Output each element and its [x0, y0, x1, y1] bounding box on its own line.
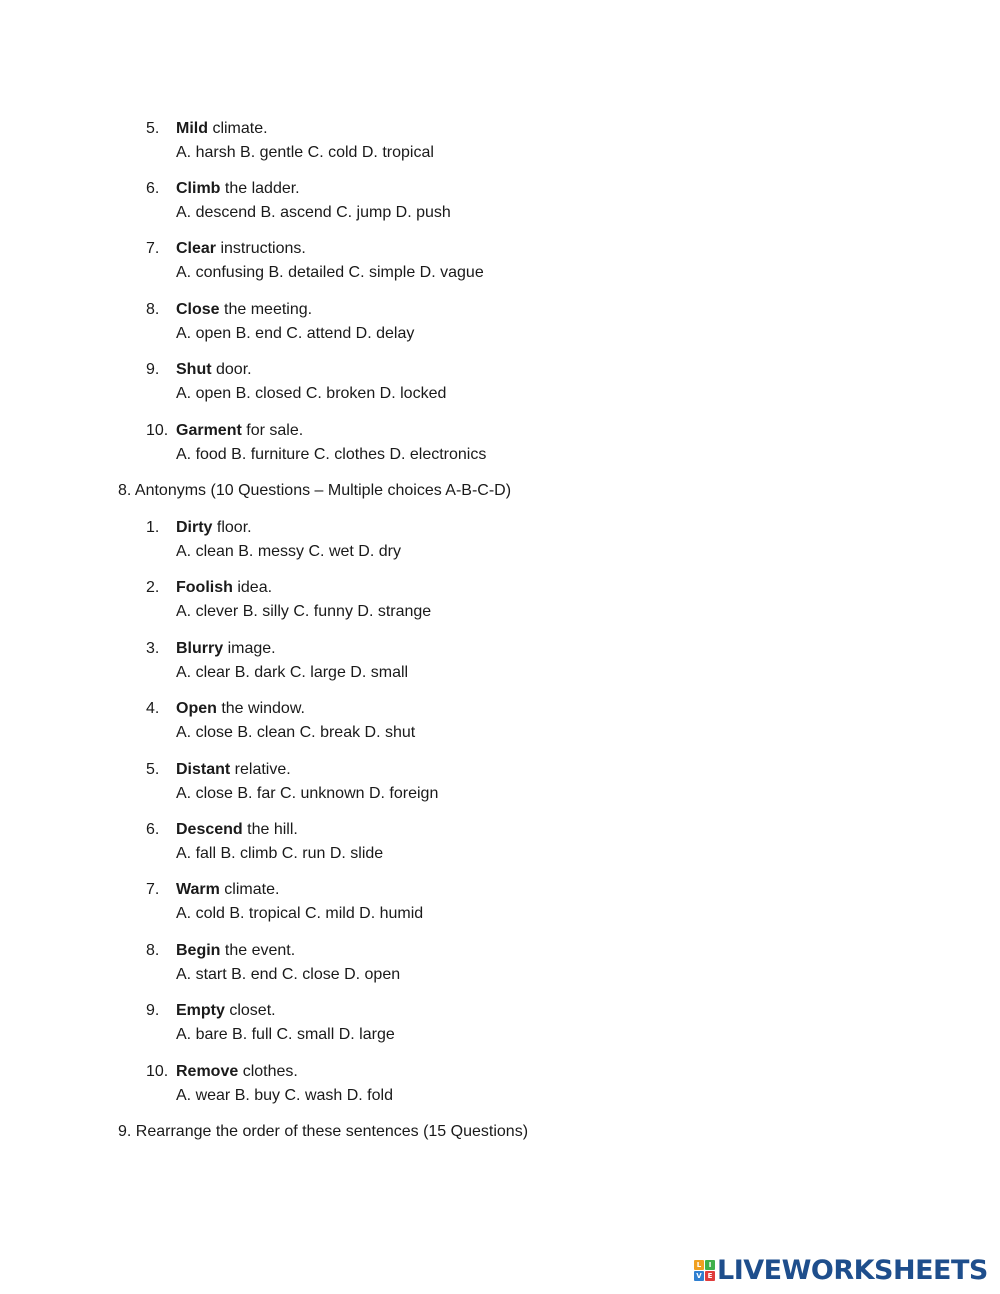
- logo-wordmark: LIVEWORKSHEETS: [717, 1254, 988, 1286]
- antonym-question-4: [146, 697, 846, 745]
- question-keyword: Clear: [176, 240, 217, 257]
- question-number: 7.: [146, 240, 160, 257]
- question-number: 9.: [146, 1002, 160, 1019]
- question-number: 5.: [146, 761, 160, 778]
- question-stem: relative.: [230, 761, 291, 778]
- question-number: 5.: [146, 120, 160, 137]
- question-stem: climate.: [208, 120, 268, 137]
- question-number: 8.: [146, 942, 160, 959]
- question-keyword: Empty: [176, 1002, 225, 1019]
- logo-tile: V: [694, 1271, 704, 1281]
- antonym-question-10: [146, 1060, 846, 1108]
- question-stem: door.: [211, 361, 252, 378]
- question-keyword: Garment: [176, 422, 242, 439]
- question-keyword: Distant: [176, 761, 231, 778]
- logo-tile: L: [694, 1260, 704, 1270]
- question-stem: the meeting.: [219, 301, 313, 318]
- answer-options: A. harsh B. gentle C. cold D. tropical: [176, 144, 434, 161]
- antonym-question-1: [146, 516, 846, 564]
- question-keyword: Remove: [176, 1063, 239, 1080]
- question-stem: the event.: [220, 942, 296, 959]
- question-keyword: Close: [176, 301, 220, 318]
- antonyms-heading: 8. Antonyms (10 Questions – Multiple choices A-B-C-D): [118, 482, 512, 499]
- question-keyword: Mild: [176, 120, 208, 137]
- question-number: 1.: [146, 519, 160, 536]
- antonym-question-8: [146, 939, 846, 987]
- antonym-question-5: [146, 758, 846, 806]
- question-keyword: Foolish: [176, 579, 233, 596]
- answer-options: A. close B. clean C. break D. shut: [176, 724, 416, 741]
- question-stem: closet.: [224, 1002, 276, 1019]
- synonym-question-6: [146, 177, 846, 225]
- question-stem: the window.: [216, 700, 305, 717]
- question-stem: the hill.: [242, 821, 298, 838]
- logo-tile: I: [705, 1260, 715, 1270]
- question-stem: for sale.: [241, 422, 304, 439]
- question-keyword: Blurry: [176, 640, 224, 657]
- synonym-question-10: [146, 419, 846, 467]
- antonym-question-9: [146, 999, 846, 1047]
- logo-tiles: [694, 1260, 715, 1281]
- answer-options: A. open B. closed C. broken D. locked: [176, 385, 447, 402]
- question-stem: idea.: [232, 579, 273, 596]
- question-number: 3.: [146, 640, 160, 657]
- synonym-question-5: [146, 117, 846, 165]
- question-keyword: Begin: [176, 942, 221, 959]
- question-stem: the ladder.: [220, 180, 300, 197]
- answer-options: A. clear B. dark C. large D. small: [176, 664, 409, 681]
- question-keyword: Warm: [176, 881, 220, 898]
- antonym-question-7: [146, 878, 846, 926]
- question-number: 10.: [146, 1063, 169, 1080]
- question-number: 2.: [146, 579, 160, 596]
- question-number: 6.: [146, 180, 160, 197]
- question-number: 4.: [146, 700, 160, 717]
- question-keyword: Descend: [176, 821, 243, 838]
- answer-options: A. clever B. silly C. funny D. strange: [176, 603, 432, 620]
- answer-options: A. cold B. tropical C. mild D. humid: [176, 905, 424, 922]
- answer-options: A. descend B. ascend C. jump D. push: [176, 204, 451, 221]
- antonym-question-2: [146, 576, 846, 624]
- question-number: 9.: [146, 361, 160, 378]
- question-stem: instructions.: [216, 240, 306, 257]
- question-stem: climate.: [219, 881, 280, 898]
- synonym-question-7: [146, 237, 846, 285]
- question-stem: image.: [223, 640, 276, 657]
- answer-options: A. food B. furniture C. clothes D. electronics: [176, 446, 487, 463]
- answer-options: A. bare B. full C. small D. large: [176, 1026, 395, 1043]
- antonym-question-3: [146, 637, 846, 685]
- answer-options: A. fall B. climb C. run D. slide: [176, 845, 384, 862]
- answer-options: A. wear B. buy C. wash D. fold: [176, 1087, 393, 1104]
- synonym-question-8: [146, 298, 846, 346]
- rearrange-heading: 9. Rearrange the order of these sentences (15 Questions): [118, 1123, 529, 1140]
- logo-tile: E: [705, 1271, 715, 1281]
- question-keyword: Open: [176, 700, 217, 717]
- question-stem: clothes.: [238, 1063, 298, 1080]
- answer-options: A. close B. far C. unknown D. foreign: [176, 785, 439, 802]
- liveworksheets-logo[interactable]: [694, 1256, 988, 1284]
- antonym-question-6: [146, 818, 846, 866]
- question-number: 6.: [146, 821, 160, 838]
- question-number: 8.: [146, 301, 160, 318]
- question-keyword: Shut: [176, 361, 212, 378]
- answer-options: A. clean B. messy C. wet D. dry: [176, 543, 401, 560]
- question-keyword: Climb: [176, 180, 221, 197]
- question-number: 10.: [146, 422, 169, 439]
- question-stem: floor.: [212, 519, 252, 536]
- question-keyword: Dirty: [176, 519, 213, 536]
- question-number: 7.: [146, 881, 160, 898]
- synonym-question-9: [146, 358, 846, 406]
- answer-options: A. start B. end C. close D. open: [176, 966, 401, 983]
- answer-options: A. open B. end C. attend D. delay: [176, 325, 415, 342]
- answer-options: A. confusing B. detailed C. simple D. vague: [176, 264, 484, 281]
